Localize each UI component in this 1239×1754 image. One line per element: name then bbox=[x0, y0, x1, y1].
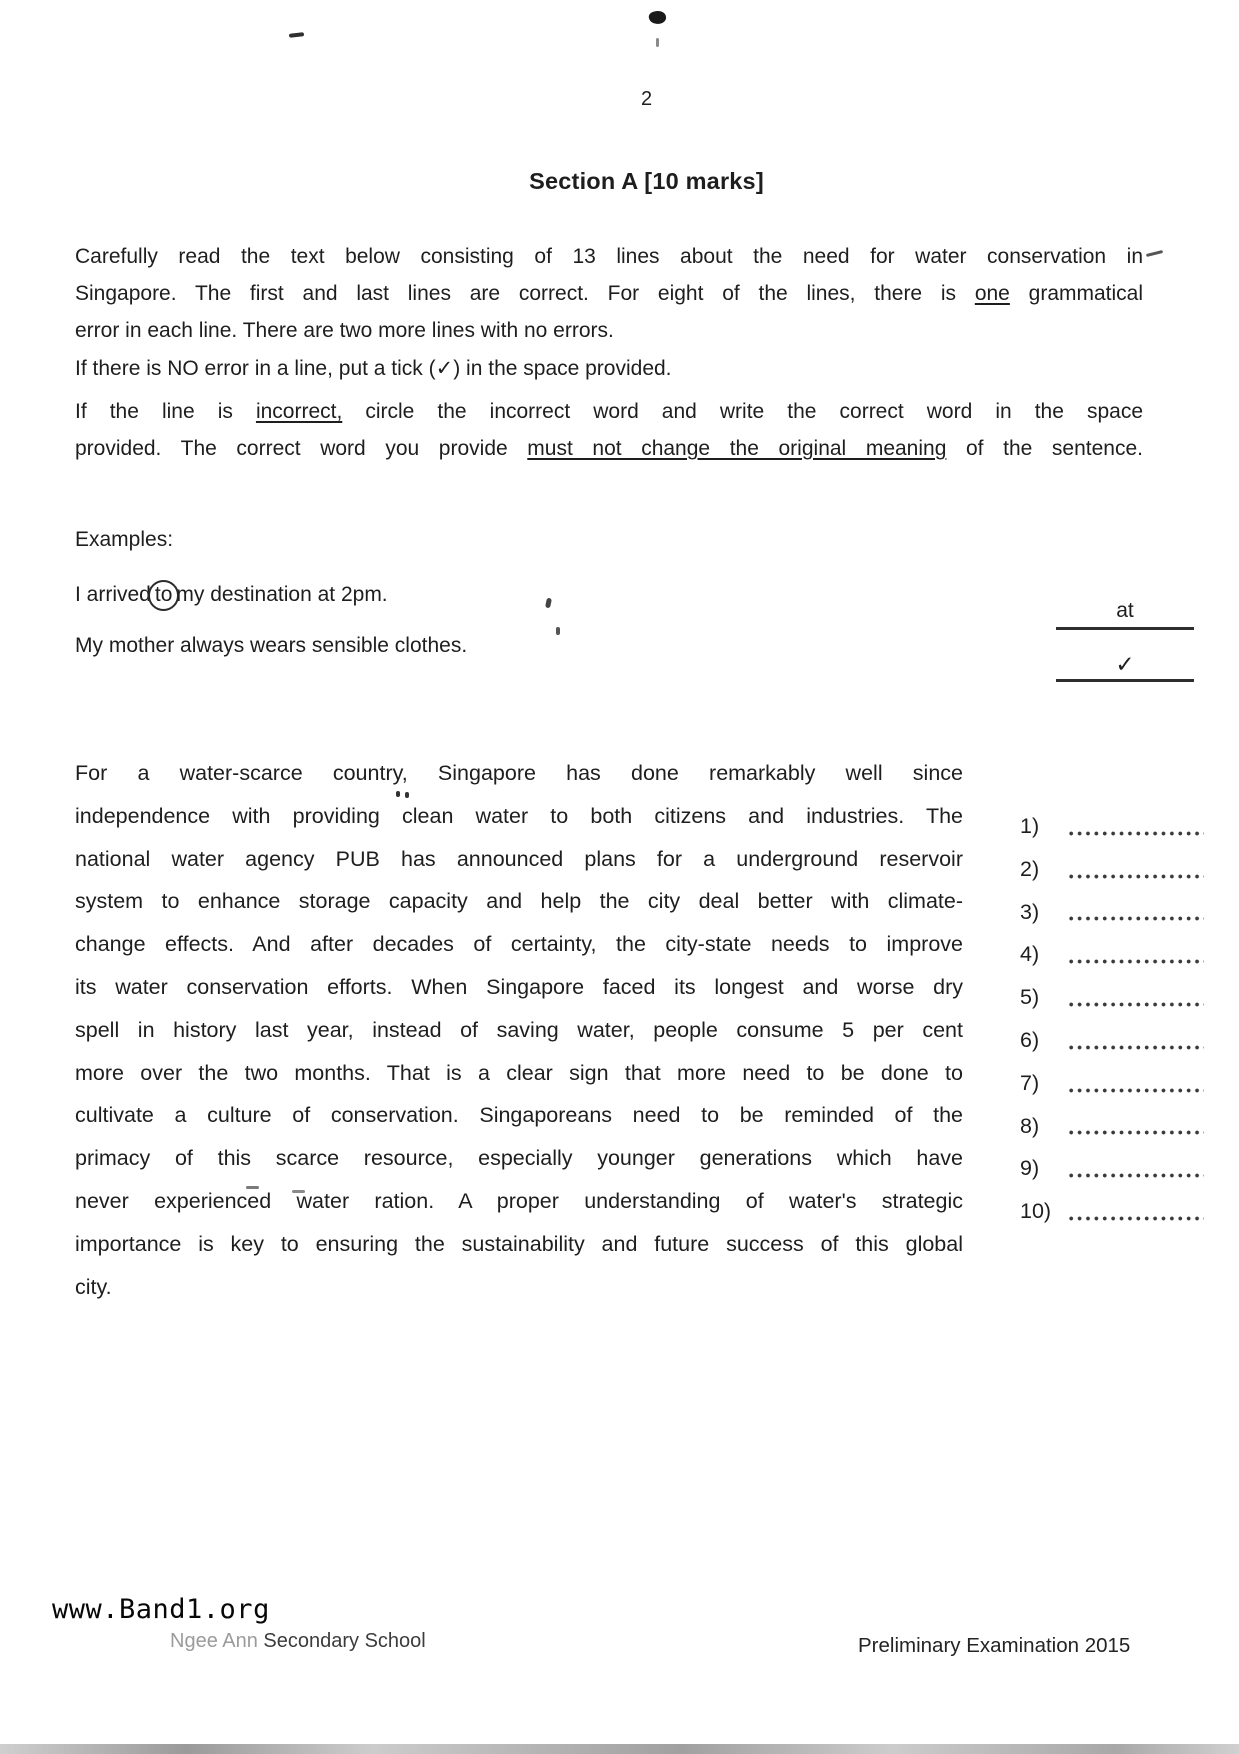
scan-speck-mid-1 bbox=[545, 598, 552, 609]
instructions-p3-line1-post: circle the incorrect word and write the correct word in the space bbox=[342, 400, 1144, 423]
example-sentence-1 bbox=[75, 580, 388, 611]
instructions-paragraph-1 bbox=[75, 239, 1143, 349]
text-line-3: national water agency PUB has announced plans for a underground reservoir bbox=[75, 846, 963, 871]
instructions-paragraph-3 bbox=[75, 394, 1143, 468]
text-line-1: For a water-scarce country, Singapore has done remarkably well since bbox=[75, 761, 963, 785]
text-line-2: independence with providing clean water to both citizens and industries. The bbox=[75, 803, 963, 828]
answer-row-4 bbox=[1020, 933, 1210, 976]
instructions-paragraph-2 bbox=[75, 351, 1143, 388]
text-line-6: its water conservation efforts. When Singapore faced its longest and worse dry bbox=[75, 974, 963, 999]
scan-smudge-top bbox=[648, 10, 667, 26]
answer-blanks-column bbox=[1020, 805, 1210, 1233]
answer-dotted-line-5 bbox=[1067, 1002, 1204, 1007]
answer-row-2 bbox=[1020, 848, 1210, 891]
instructions-p1-line2 bbox=[75, 276, 1143, 313]
text-line-11: never experienced water ration. A proper understanding of water's strategic bbox=[75, 1188, 963, 1213]
instructions-p1-line2-post: grammatical bbox=[1009, 281, 1144, 305]
answer-dotted-line-6 bbox=[1067, 1045, 1204, 1050]
instructions-p1-line3: error in each line. There are two more lines with no errors. bbox=[75, 318, 614, 342]
answer-dotted-line-7 bbox=[1067, 1088, 1204, 1093]
instructions-p3-line2-pre: provided. The correct word you provide bbox=[75, 436, 528, 460]
instructions-p1-line2-underlined: one bbox=[974, 281, 1010, 305]
instructions-p1-line2-pre: Singapore. The first and last lines are correct. For eight of the lines, there is bbox=[75, 281, 975, 305]
answer-number-6: 6) bbox=[1020, 1027, 1040, 1052]
answer-number-7: 7) bbox=[1020, 1070, 1040, 1095]
text-line-8: more over the two months. That is a clear sign that more need to be done to bbox=[75, 1060, 963, 1085]
answer-number-4: 4) bbox=[1020, 942, 1040, 967]
text-line-7: spell in history last year, instead of saving water, people consume 5 per cent bbox=[75, 1017, 963, 1042]
exercise-text bbox=[75, 752, 963, 1308]
instructions-p3-line1-pre: If the line is bbox=[75, 400, 256, 423]
answer-dotted-line-8 bbox=[1067, 1130, 1204, 1135]
school-name bbox=[170, 1630, 426, 1653]
answer-dotted-line-3 bbox=[1067, 916, 1204, 921]
watermark-url: www.Band1.org bbox=[52, 1594, 270, 1625]
answer-row-10 bbox=[1020, 1190, 1210, 1233]
answer-row-7 bbox=[1020, 1062, 1210, 1105]
instructions-p3-line1 bbox=[75, 394, 1143, 431]
page-number: 2 bbox=[640, 88, 653, 110]
scan-edge-bottom bbox=[0, 1744, 1239, 1754]
answer-row-9 bbox=[1020, 1147, 1210, 1190]
text-line-4: system to enhance storage capacity and help the city deal better with climate- bbox=[75, 889, 963, 914]
scan-speck-top bbox=[656, 38, 659, 47]
example1-pre: I arrived bbox=[75, 583, 151, 606]
example-sentence-2: My mother always wears sensible clothes. bbox=[75, 634, 468, 657]
instructions-p3-line2-post: of the sentence. bbox=[946, 436, 1143, 460]
answer-number-1: 1) bbox=[1020, 814, 1040, 838]
answer-row-6 bbox=[1020, 1019, 1210, 1062]
circled-word: to bbox=[148, 580, 180, 611]
answer-number-8: 8) bbox=[1020, 1113, 1040, 1138]
section-heading: Section A [10 marks] bbox=[529, 168, 764, 194]
answer-dotted-line-1 bbox=[1067, 831, 1204, 836]
text-line-10: primacy of this scarce resource, especially younger generations which have bbox=[75, 1146, 963, 1171]
example1-answer-blank: at bbox=[1056, 599, 1194, 630]
answer-row-3 bbox=[1020, 891, 1210, 934]
instructions-p1-line1: Carefully read the text below consisting of 13 lines about the need for water conservation in bbox=[75, 245, 1143, 268]
answer-dotted-line-4 bbox=[1067, 959, 1204, 964]
scan-dash-top-left bbox=[289, 32, 304, 38]
answer-dotted-line-9 bbox=[1067, 1173, 1204, 1178]
text-line-13: city. bbox=[75, 1274, 112, 1299]
exam-title: Preliminary Examination 2015 bbox=[858, 1634, 1131, 1657]
answer-number-10: 10) bbox=[1020, 1199, 1052, 1224]
answer-number-9: 9) bbox=[1020, 1156, 1040, 1181]
text-line-9: cultivate a culture of conservation. Singaporeans need to be reminded of the bbox=[75, 1103, 963, 1128]
example2-answer-blank: ✓ bbox=[1056, 651, 1194, 682]
answer-number-3: 3) bbox=[1020, 899, 1040, 924]
examples-label: Examples: bbox=[75, 528, 174, 551]
answer-number-2: 2) bbox=[1020, 856, 1040, 881]
scan-dash-right-margin bbox=[1146, 250, 1163, 257]
school-name-faint: Ngee Ann bbox=[170, 1630, 264, 1652]
answer-number-5: 5) bbox=[1020, 985, 1040, 1010]
answer-row-8 bbox=[1020, 1105, 1210, 1148]
scan-speck-mid-2 bbox=[556, 627, 560, 635]
answer-row-1 bbox=[1020, 805, 1210, 848]
text-line-5: change effects. And after decades of certainty, the city-state needs to improve bbox=[75, 932, 963, 957]
answer-row-5 bbox=[1020, 976, 1210, 1019]
answer-dotted-line-2 bbox=[1067, 874, 1204, 879]
school-name-clear: Secondary School bbox=[263, 1630, 426, 1652]
instructions-p3-line1-underlined: incorrect, bbox=[255, 400, 343, 423]
answer-dotted-line-10 bbox=[1067, 1216, 1204, 1221]
example1-post: my destination at 2pm. bbox=[176, 583, 388, 606]
text-line-12: importance is key to ensuring the sustainability and future success of this global bbox=[75, 1231, 963, 1256]
instructions-p3-line2-underlined: must not change the original meaning bbox=[527, 436, 947, 460]
instructions-p2-line1: If there is NO error in a line, put a tick (✓) in the space provided. bbox=[75, 357, 672, 380]
instructions-p3-line2 bbox=[75, 431, 1143, 468]
